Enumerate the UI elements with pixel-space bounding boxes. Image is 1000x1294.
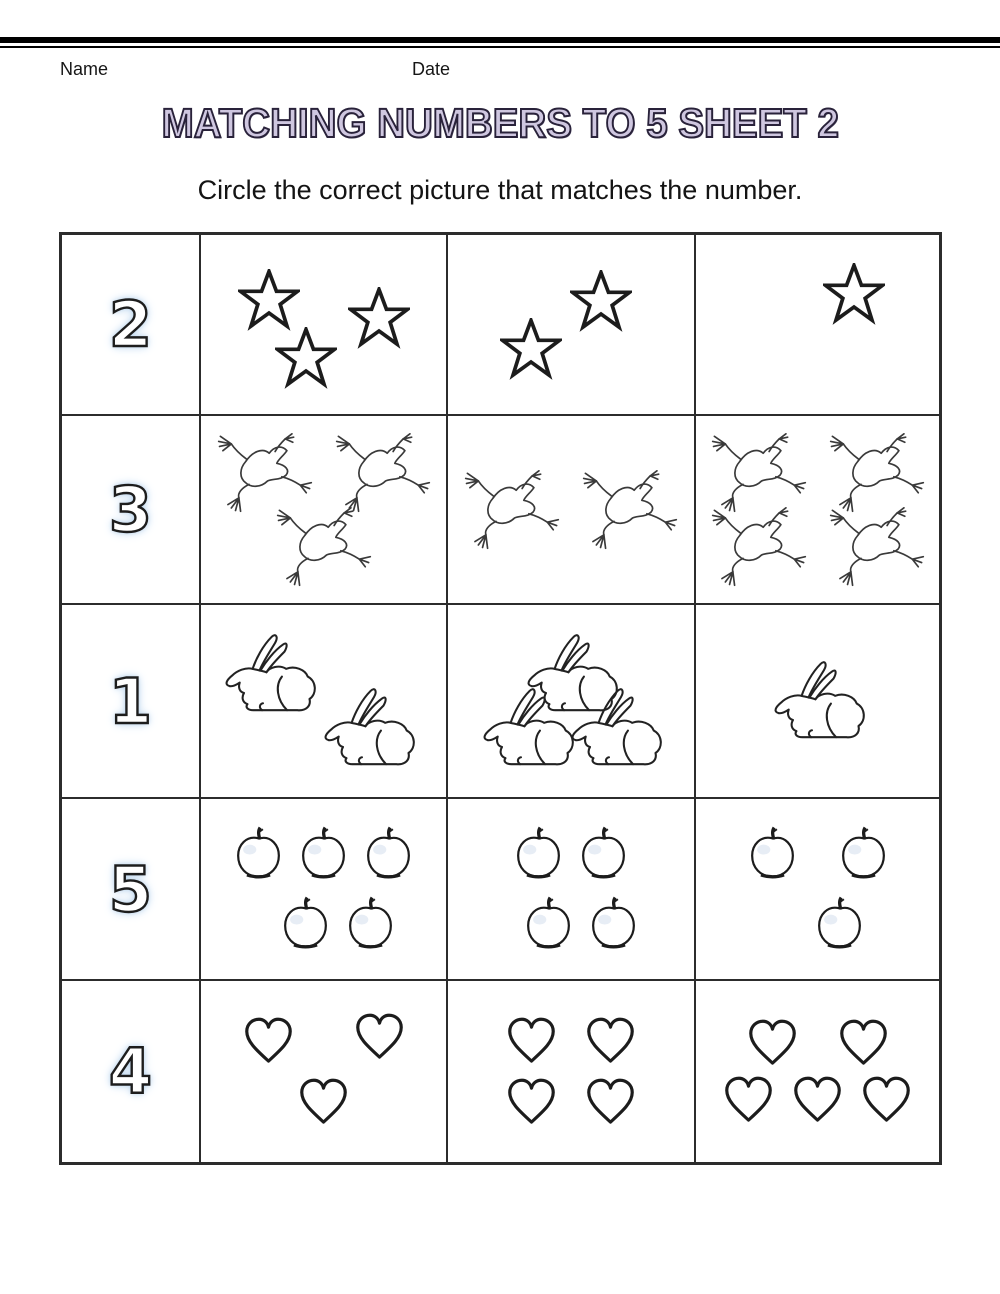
heart-icon xyxy=(503,1015,560,1068)
star-icon xyxy=(500,318,562,380)
picture-cell[interactable] xyxy=(201,981,448,1162)
row-number: 1 xyxy=(108,664,153,738)
picture-cell[interactable] xyxy=(201,416,448,605)
number-cell xyxy=(62,981,201,1162)
picture-cell[interactable] xyxy=(448,981,696,1162)
apple-icon xyxy=(586,895,641,953)
rabbit-icon xyxy=(312,684,424,772)
rabbit-icon xyxy=(559,684,671,772)
picture-cell[interactable] xyxy=(696,235,939,416)
picture-cell[interactable] xyxy=(201,799,448,981)
heart-icon xyxy=(744,1017,801,1070)
heart-icon xyxy=(295,1076,352,1129)
number-cell xyxy=(62,235,201,416)
row-number: 4 xyxy=(108,1035,153,1108)
page-title xyxy=(0,100,1000,147)
heart-icon xyxy=(720,1074,777,1127)
picture-cell[interactable] xyxy=(448,416,696,605)
number-cell xyxy=(62,416,201,605)
frog-icon xyxy=(821,507,933,587)
picture-cell[interactable] xyxy=(201,235,448,416)
picture-cell[interactable] xyxy=(696,799,939,981)
apple-icon xyxy=(812,895,867,953)
apple-icon xyxy=(296,825,351,883)
apple-icon xyxy=(278,895,333,953)
rule-thick xyxy=(0,37,1000,43)
matching-table xyxy=(59,232,942,1165)
frog-icon xyxy=(703,507,815,587)
row-number: 3 xyxy=(108,473,153,546)
heart-icon xyxy=(503,1076,560,1129)
row-number: 2 xyxy=(108,288,153,361)
row-number: 5 xyxy=(108,852,153,926)
picture-cell[interactable] xyxy=(696,981,939,1162)
picture-cell[interactable] xyxy=(696,605,939,799)
heart-icon xyxy=(582,1076,639,1129)
apple-icon xyxy=(343,895,398,953)
frog-icon xyxy=(327,433,439,513)
frog-icon xyxy=(574,470,686,550)
apple-icon xyxy=(576,825,631,883)
apple-icon xyxy=(361,825,416,883)
date-label: Date xyxy=(412,59,451,79)
frog-icon xyxy=(456,470,568,550)
apple-icon xyxy=(231,825,286,883)
apple-icon xyxy=(836,825,891,883)
star-icon xyxy=(275,327,337,389)
frog-icon xyxy=(268,507,380,587)
page-title-text: MATCHING NUMBERS TO 5 SHEET 2 xyxy=(161,100,839,146)
apple-icon xyxy=(521,895,576,953)
heart-icon xyxy=(240,1015,297,1068)
apple-icon xyxy=(745,825,800,883)
star-icon xyxy=(238,269,300,331)
picture-cell[interactable] xyxy=(448,799,696,981)
frog-icon xyxy=(209,433,321,513)
frog-icon xyxy=(821,433,933,513)
picture-cell[interactable] xyxy=(201,605,448,799)
rule-thin xyxy=(0,46,1000,48)
picture-cell[interactable] xyxy=(448,235,696,416)
frog-icon xyxy=(703,433,815,513)
instruction-text: Circle the correct picture that matches the number. xyxy=(197,175,803,205)
number-cell xyxy=(62,799,201,981)
heart-icon xyxy=(351,1011,408,1064)
star-icon xyxy=(823,263,885,325)
number-cell xyxy=(62,605,201,799)
heart-icon xyxy=(835,1017,892,1070)
picture-cell[interactable] xyxy=(448,605,696,799)
name-label: Name xyxy=(60,59,109,79)
heart-icon xyxy=(582,1015,639,1068)
picture-cell[interactable] xyxy=(696,416,939,605)
heart-icon xyxy=(789,1074,846,1127)
top-double-rule xyxy=(0,37,1000,48)
heart-icon xyxy=(858,1074,915,1127)
apple-icon xyxy=(511,825,566,883)
rabbit-icon xyxy=(762,657,874,745)
